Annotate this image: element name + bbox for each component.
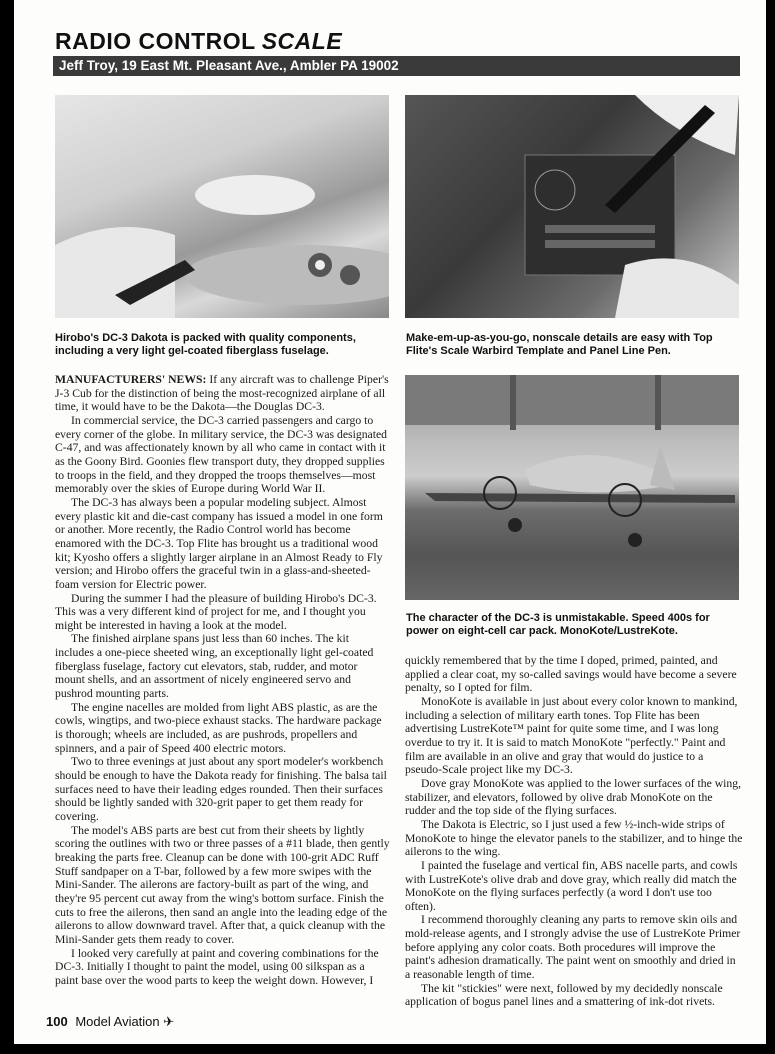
photo-caption: The character of the DC-3 is unmistakable. Speed 400s for power on eight-cell car pack. MonoKote/LustreKote.: [406, 612, 710, 637]
article-paragraph: The finished airplane spans just less than 60 inches. The kit includes a one-piece sheeted wing, an exceptionally light gel-coated fiberglass fuselage, factory cut elevators, stab, rudder, and motor mount shells, and an assortment of nicely engineered servo and pushrod mounting parts.: [55, 632, 374, 701]
photo-kit-illustration: [55, 95, 389, 318]
article-paragraph: The kit "stickies" were next, followed by my decidedly nonscale application of bogus panel lines and a smattering of ink-dot rivets.: [405, 981, 723, 1009]
article-paragraph: I painted the fuselage and vertical fin, ABS nacelle parts, and cowls with LustreKote's olive drab and dove gray, which really did match the MonoKote on the flying surfaces perfectly (a word I don't use too often).: [405, 858, 738, 913]
photo-template-pen: [405, 95, 739, 318]
article-right-column: [405, 654, 743, 1009]
section-lead-label: MANUFACTURERS' NEWS:: [55, 373, 207, 386]
photo-caption: Make-em-up-as-you-go, nonscale details are easy with Top Flite's Scale Warbird Template and Panel Line Pen.: [406, 332, 713, 357]
article-paragraph: During the summer I had the pleasure of building Hirobo's DC-3. This was a very different kind of project for me, and I thought you might be interested in having a look at the model.: [55, 591, 377, 632]
article-paragraph: MonoKote is available in just about every color known to mankind, including a selection of military earth tones. Top Flite has been advertising LustreKote™ paint for quite some time, and I was long overdue to try it. It is said to match MonoKote "perfectly." Paint and film are available in an olive and gray that would do justice to a pseudo-Scale project like my DC-3.: [405, 694, 738, 777]
article-paragraph: The Dakota is Electric, so I just used a few ½-inch-wide strips of MonoKote to hinge the elevator panels to the stabilizer, and to hinge the ailerons to the wing.: [405, 817, 743, 859]
article-paragraph: quickly remembered that by the time I doped, primed, painted, and applied a clear coat, my so-called savings would have become a severe penalty, so I opted for film.: [405, 654, 737, 695]
article-paragraph: In commercial service, the DC-3 carried passengers and cargo to every corner of the globe. In military service, the DC-3 was designated C-47, and was affectionately known by all who came in contact with it as the Goony Bird. Goonies flew transport duty, they dropped supplies to troops in the field, and they dropped the troops themselves—most memorably over the skies of Europe during World War II.: [55, 413, 388, 496]
page-number: 100: [46, 1014, 68, 1029]
column-title: [55, 28, 342, 55]
article-paragraph: Dove gray MonoKote was applied to the lower surfaces of the wing, stabilizer, and elevators, followed by olive drab MonoKote on the rudder and the top side of the flying surfaces.: [405, 776, 742, 818]
article-paragraph: The engine nacelles are molded from light ABS plastic, as are the cowls, wingtips, and two-piece exhaust stacks. The hardware package is thorough; wheels are included, as are pushrods, propellers and spinners, and a pair of Speed 400 electric motors.: [55, 700, 382, 755]
photo-template-illustration: [405, 95, 739, 318]
photo-dc3-model: [405, 375, 739, 600]
airplane-icon: ✈: [163, 1014, 175, 1029]
author-byline: Jeff Troy, 19 East Mt. Pleasant Ave., Ambler PA 19002: [53, 56, 740, 76]
article-paragraph: The DC-3 has always been a popular modeling subject. Almost every plastic kit and die-cast company has issued a model in one form or another. More recently, the Radio Control world has become enamored with the DC-3. Top Flite has brought us a traditional wood kit; Kyosho offers a slightly larger airplane in an Almost Ready to Fly version; and Hirobo offers the graceful twin in a glass-and-sheeted-foam version for Electric power.: [55, 495, 383, 591]
page-footer: [46, 1014, 174, 1030]
magazine-page: [14, 0, 766, 1044]
title-text: RADIO CONTROL: [55, 28, 256, 54]
article-paragraph: The model's ABS parts are best cut from their sheets by lightly scoring the outlines with two or three passes of a #11 blade, then gently breaking the parts free. Cleanup can be done with 100-grit ADC Ruff Stuff sandpaper on a T-bar, followed by a few more swipes with the Mini-Sander. The ailerons are factory-built as part of the wing, and they're 95 percent cut away from the wing's bottom surface. Finish the cuts to free the ailerons, then sand an angle into the leading edge of the ailerons to allow downward travel. After that, a quick cleanup with the Mini-Sander gets them ready to cover.: [55, 823, 390, 946]
article-paragraph: I recommend thoroughly cleaning any parts to remove skin oils and mold-release agents, and I strongly advise the use of LustreKote Primer before applying any color coats. Both procedures will improve the paint's adhesion dramatically. The paint went on smoothly and dried in a reasonable length of time.: [405, 913, 741, 982]
photo-dc3-illustration: [405, 375, 739, 600]
title-emphasis: SCALE: [261, 28, 343, 54]
article-left-column: [55, 373, 390, 988]
photo-caption: Hirobo's DC-3 Dakota is packed with quality components, including a very light gel-coated fiberglass fuselage.: [55, 332, 356, 357]
photo-kit-components: [55, 95, 389, 318]
paragraph-text: If any aircraft was to challenge Piper's J-3 Cub for the distinction of being the most-recognized airplane of all time, it would have to be the Dakota—the Douglas DC-3.: [55, 373, 389, 414]
publication-name: Model Aviation: [75, 1014, 160, 1029]
article-paragraph: [55, 373, 390, 414]
article-paragraph: I looked very carefully at paint and covering combinations for the DC-3. Initially I thought to paint the model, using 00 silkspan as a paint base over the wood parts to keep the weight down. However, I: [55, 946, 379, 987]
article-paragraph: Two to three evenings at just about any sport modeler's workbench should be enough to have the Dakota ready for finishing. The balsa tail surfaces need to have their leading edges rounded. Then their surfaces should be lightly sanded with 320-grit paper to get them ready for covering.: [55, 755, 387, 823]
